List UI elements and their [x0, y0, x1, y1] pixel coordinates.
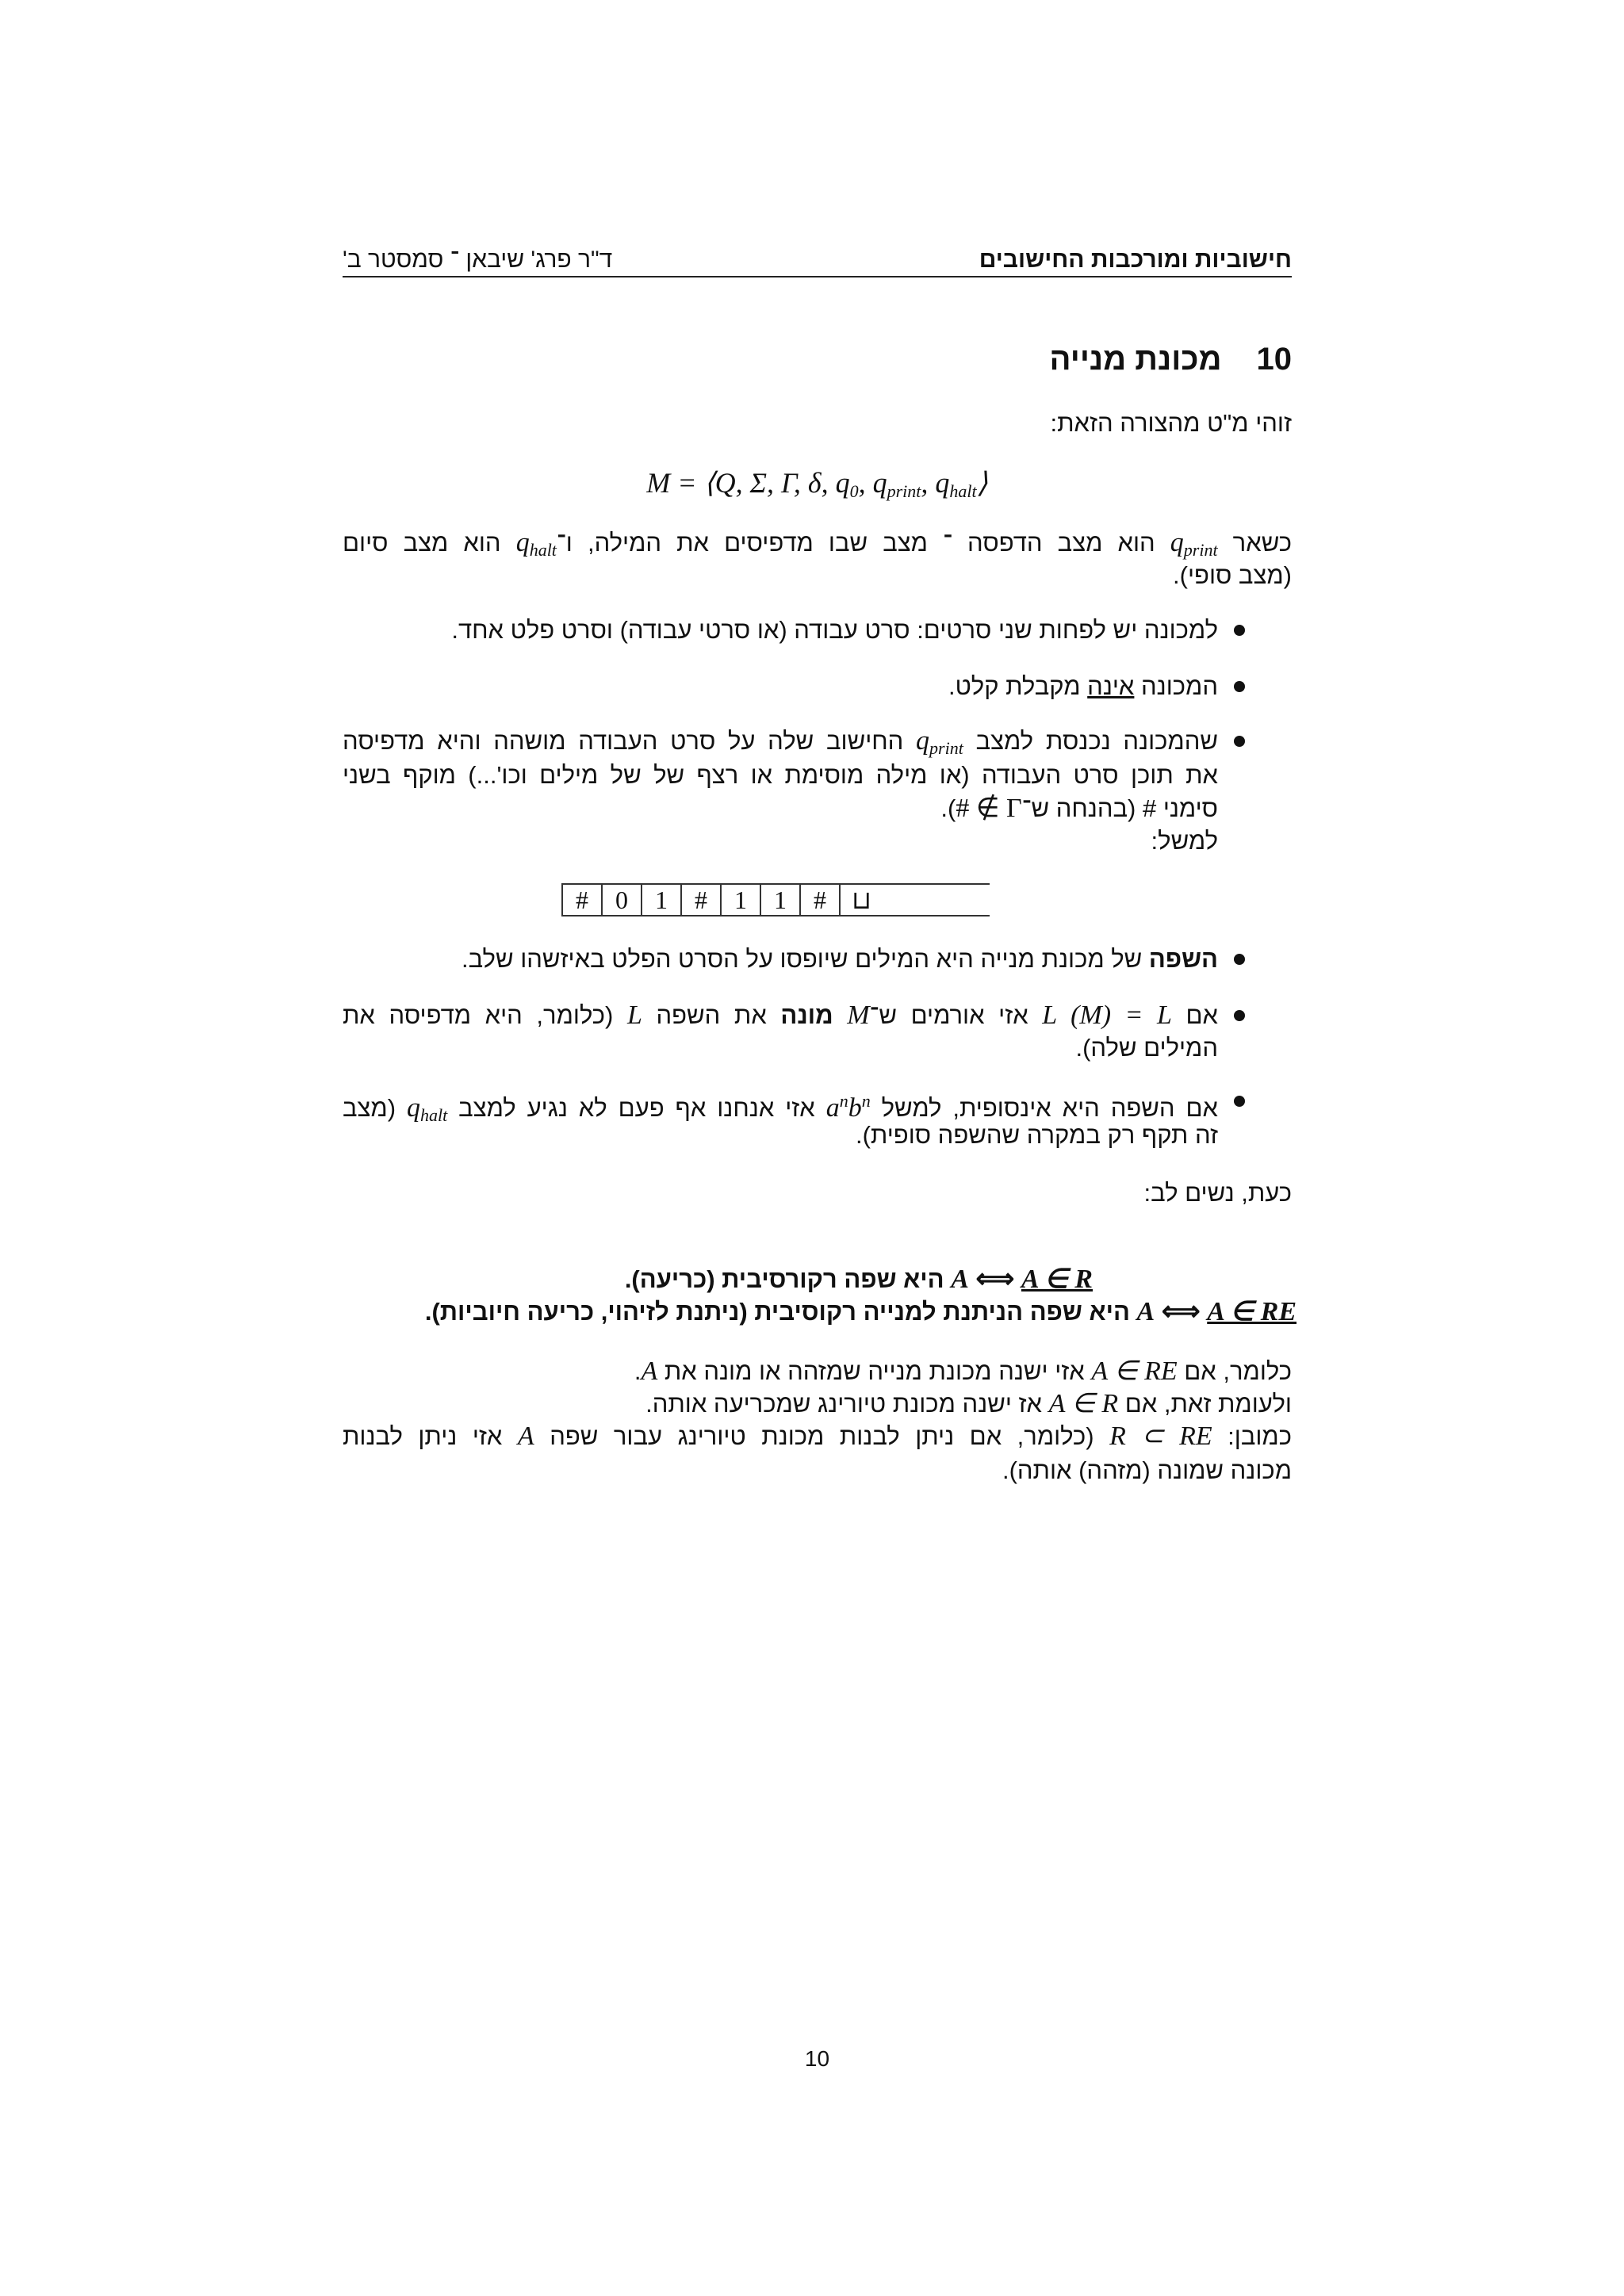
bullet-enumerates: אם L (M) = L אזי אורמים ש־M מונה את השפה L (כלומר, היא מדפיסה את	[343, 1001, 1218, 1030]
example-label: למשל:	[1151, 827, 1218, 855]
section-heading	[343, 339, 1292, 379]
tape-cell: 1	[720, 885, 760, 915]
definition-paragraph-line2: (מצב סופי).	[1173, 561, 1292, 589]
tape-cell-blank: ⊔	[839, 885, 990, 915]
note-lead: כעת, נשים לב:	[1143, 1179, 1292, 1207]
bullet-enumerates-line2: המילים שלה).	[1075, 1034, 1218, 1062]
section-number: 10	[1256, 342, 1292, 377]
bullet-print-state-line3: סימני # (בהנחה ש־# ∉ Γ).	[940, 794, 1218, 823]
tape-cell: #	[680, 885, 720, 915]
bullet-icon	[1234, 1010, 1245, 1021]
running-header-course: חישוביות ומורכבות החישובים	[979, 247, 1292, 273]
page-number: 10	[804, 2046, 830, 2071]
intro-text: זוהי מ"ט מהצורה הזאת:	[1050, 409, 1292, 437]
bullet-no-input: המכונה אינה מקבלת קלט.	[948, 672, 1218, 700]
bullet-print-state-line2: את תוכן סרט העבודה (או מילה מוסימת או רצף של של מילים וכו'...) מוקף בשני	[343, 761, 1218, 789]
bullet-icon	[1234, 681, 1245, 692]
bullet-icon	[1234, 954, 1245, 965]
header-rule	[343, 276, 1292, 277]
tape-cell: 0	[601, 885, 641, 915]
definition-paragraph: כשאר $q_{print}$ הוא מצב הדפסה ־ מצב שבו מדפיסים את המילה, $ו־q_{halt}$ הוא מצב סיום	[343, 528, 1292, 560]
bullet-language: השפה של מכונת מנייה היא המילים שיופסו על הסרט הפלט באיזשהו שלב.	[462, 945, 1218, 973]
bullet-print-state: שהמכונה נכנסת למצב $q_{print}$ החישוב שלה על סרט העבודה מושהה והיא מדפיסה	[343, 726, 1219, 758]
bullet-tapes: למכונה יש לפחות שני סרטים: סרט עבודה (או סרטי עבודה) וסרט פלט אחד.	[451, 616, 1218, 644]
bullet-icon	[1234, 625, 1245, 636]
tape-cell: 1	[641, 885, 680, 915]
tape-cell: #	[799, 885, 839, 915]
bullet-infinite: אם השפה היא אינסופית, למשל $a^nb^n$ אזי אנחנו אף פעם לא נגיע למצב $q_{halt}$ (מצב	[343, 1091, 1218, 1125]
tape-cell: 1	[760, 885, 799, 915]
theorem-re: A ∈ RE ⟺ A היא שפה הניתנת למנייה רקוסיבית (ניתנת לזיהוי, כריעה חיוביות).	[424, 1297, 1297, 1326]
section-title: מכונת מנייה	[1049, 342, 1222, 377]
explanation-line1: כלומר, אם A ∈ RE אזי ישנה מכונת מנייה שמזהה או מונה את A.	[634, 1357, 1292, 1386]
tape-cell: #	[561, 885, 601, 915]
bullet-icon	[1234, 736, 1245, 747]
explanation-line2: ולעומת זאת, אם A ∈ R אז ישנה מכונת טיורינג שמכריעה אותה.	[645, 1389, 1292, 1418]
output-tape	[561, 883, 990, 916]
theorem-recursive: A ∈ R ⟺ A היא שפה רקורסיבית (כריעה).	[624, 1265, 1093, 1294]
bullet-icon	[1234, 1096, 1245, 1107]
formula: M = ⟨Q, Σ, Γ, δ, $q_0$, $q_{print}$, $q_{halt}⟩$	[646, 467, 988, 501]
explanation-line4: מכונה שמונה (מזהה) אותה).	[1002, 1456, 1292, 1484]
bullet-infinite-line2: זה תקף רק במקרה שהשפה סופית).	[856, 1121, 1218, 1149]
running-header-lecturer: ד"ר פרג' שיבאן ־ סמסטר ב'	[343, 247, 613, 273]
explanation-line3: כמובן: R ⊂ RE (כלומר, אם ניתן לבנות מכונת טיורינג עבור שפה A אזי ניתן לבנות	[343, 1422, 1293, 1451]
